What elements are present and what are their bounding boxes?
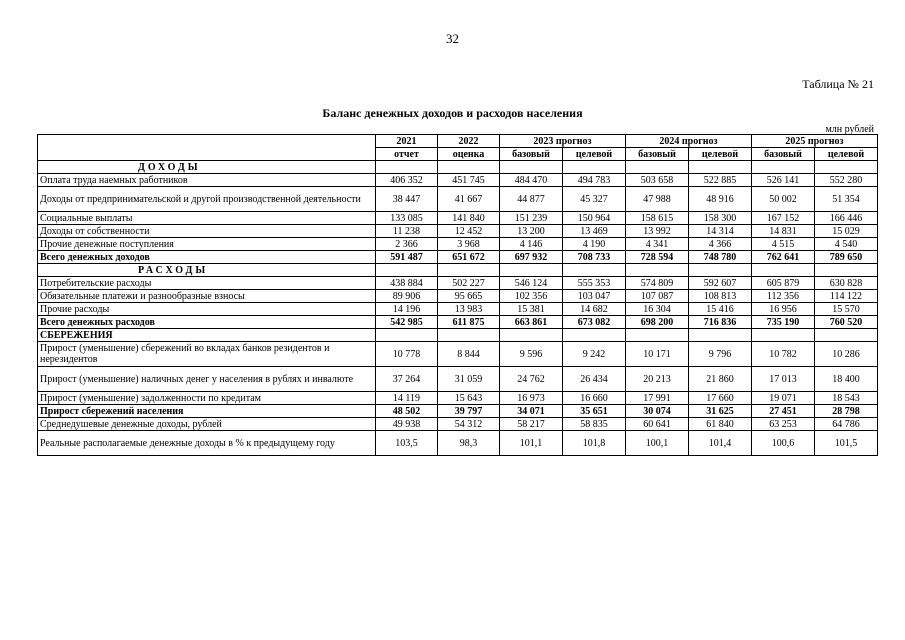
- value-cell: 20 213: [626, 367, 689, 392]
- empty-cell: [376, 329, 438, 342]
- value-cell: 58 835: [563, 418, 626, 431]
- header-variant: целевой: [563, 148, 626, 161]
- section-header-row: [38, 264, 878, 277]
- value-cell: 24 762: [500, 367, 563, 392]
- value-cell: 48 502: [376, 405, 438, 418]
- header-variant: отчет: [376, 148, 438, 161]
- value-cell: 555 353: [563, 277, 626, 290]
- table-row: [38, 431, 878, 456]
- value-cell: 45 327: [563, 187, 626, 212]
- value-cell: 15 643: [438, 392, 500, 405]
- value-cell: 38 447: [376, 187, 438, 212]
- value-cell: 31 059: [438, 367, 500, 392]
- value-cell: 95 665: [438, 290, 500, 303]
- value-cell: 4 341: [626, 238, 689, 251]
- value-cell: 10 782: [752, 342, 815, 367]
- value-cell: 19 071: [752, 392, 815, 405]
- value-cell: 4 190: [563, 238, 626, 251]
- table-number: Таблица № 21: [802, 77, 874, 91]
- row-label: Оплата труда наемных работников: [38, 174, 376, 187]
- value-cell: 41 667: [438, 187, 500, 212]
- balance-table: [37, 134, 878, 456]
- value-cell: 28 798: [815, 405, 878, 418]
- value-cell: 102 356: [500, 290, 563, 303]
- value-cell: 592 607: [689, 277, 752, 290]
- empty-cell: [752, 161, 815, 174]
- value-cell: 10 286: [815, 342, 878, 367]
- value-cell: 14 119: [376, 392, 438, 405]
- empty-cell: [815, 264, 878, 277]
- value-cell: 166 446: [815, 212, 878, 225]
- total-row: [38, 405, 878, 418]
- value-cell: 735 190: [752, 316, 815, 329]
- value-cell: 716 836: [689, 316, 752, 329]
- value-cell: 60 641: [626, 418, 689, 431]
- empty-cell: [376, 161, 438, 174]
- value-cell: 663 861: [500, 316, 563, 329]
- table-row: [38, 418, 878, 431]
- value-cell: 4 146: [500, 238, 563, 251]
- value-cell: 673 082: [563, 316, 626, 329]
- value-cell: 10 778: [376, 342, 438, 367]
- table-row: [38, 303, 878, 316]
- header-year: 2023 прогноз: [500, 135, 626, 148]
- value-cell: 167 152: [752, 212, 815, 225]
- row-label: Прочие денежные поступления: [38, 238, 376, 251]
- header-variant: оценка: [438, 148, 500, 161]
- value-cell: 14 314: [689, 225, 752, 238]
- value-cell: 611 875: [438, 316, 500, 329]
- value-cell: 484 470: [500, 174, 563, 187]
- section-title: РАСХОДЫ: [38, 264, 376, 277]
- value-cell: 13 469: [563, 225, 626, 238]
- empty-cell: [438, 329, 500, 342]
- row-label: Прирост (уменьшение) наличных денег у населения в рублях и инвалюте: [38, 367, 376, 392]
- header-year: 2022: [438, 135, 500, 148]
- value-cell: 591 487: [376, 251, 438, 264]
- empty-cell: [563, 329, 626, 342]
- value-cell: 108 813: [689, 290, 752, 303]
- value-cell: 15 416: [689, 303, 752, 316]
- value-cell: 31 625: [689, 405, 752, 418]
- header-variant: базовый: [500, 148, 563, 161]
- value-cell: 30 074: [626, 405, 689, 418]
- value-cell: 15 381: [500, 303, 563, 316]
- value-cell: 13 992: [626, 225, 689, 238]
- value-cell: 158 300: [689, 212, 752, 225]
- empty-cell: [689, 264, 752, 277]
- empty-cell: [376, 264, 438, 277]
- value-cell: 101,8: [563, 431, 626, 456]
- header-year: 2021: [376, 135, 438, 148]
- value-cell: 133 085: [376, 212, 438, 225]
- value-cell: 47 988: [626, 187, 689, 212]
- value-cell: 17 013: [752, 367, 815, 392]
- value-cell: 8 844: [438, 342, 500, 367]
- table-row: [38, 277, 878, 290]
- value-cell: 39 797: [438, 405, 500, 418]
- value-cell: 748 780: [689, 251, 752, 264]
- value-cell: 112 356: [752, 290, 815, 303]
- table-row: [38, 212, 878, 225]
- value-cell: 21 860: [689, 367, 752, 392]
- value-cell: 34 071: [500, 405, 563, 418]
- empty-cell: [563, 161, 626, 174]
- value-cell: 58 217: [500, 418, 563, 431]
- value-cell: 4 366: [689, 238, 752, 251]
- header-year: 2025 прогноз: [752, 135, 878, 148]
- value-cell: 503 658: [626, 174, 689, 187]
- row-label: Прирост сбережений населения: [38, 405, 376, 418]
- empty-cell: [500, 264, 563, 277]
- value-cell: 48 916: [689, 187, 752, 212]
- row-label: Обязательные платежи и разнообразные взносы: [38, 290, 376, 303]
- table-row: [38, 290, 878, 303]
- value-cell: 789 650: [815, 251, 878, 264]
- value-cell: 3 968: [438, 238, 500, 251]
- empty-cell: [563, 264, 626, 277]
- section-title: СБЕРЕЖЕНИЯ: [38, 329, 376, 342]
- value-cell: 63 253: [752, 418, 815, 431]
- row-label: Среднедушевые денежные доходы, рублей: [38, 418, 376, 431]
- header-empty-cell: [38, 135, 376, 161]
- table-row: [38, 174, 878, 187]
- value-cell: 101,5: [815, 431, 878, 456]
- value-cell: 101,1: [500, 431, 563, 456]
- value-cell: 14 831: [752, 225, 815, 238]
- value-cell: 50 002: [752, 187, 815, 212]
- value-cell: 16 973: [500, 392, 563, 405]
- row-label: Прирост (уменьшение) сбережений во вкладах банков резидентов и нерезидентов: [38, 342, 376, 367]
- value-cell: 101,4: [689, 431, 752, 456]
- value-cell: 141 840: [438, 212, 500, 225]
- value-cell: 574 809: [626, 277, 689, 290]
- total-row: [38, 251, 878, 264]
- value-cell: 728 594: [626, 251, 689, 264]
- empty-cell: [815, 329, 878, 342]
- header-year: 2024 прогноз: [626, 135, 752, 148]
- value-cell: 438 884: [376, 277, 438, 290]
- value-cell: 552 280: [815, 174, 878, 187]
- value-cell: 16 660: [563, 392, 626, 405]
- header-variant: базовый: [626, 148, 689, 161]
- value-cell: 103 047: [563, 290, 626, 303]
- row-label: Прирост (уменьшение) задолженности по кредитам: [38, 392, 376, 405]
- value-cell: 54 312: [438, 418, 500, 431]
- row-label: Социальные выплаты: [38, 212, 376, 225]
- row-label: Доходы от собственности: [38, 225, 376, 238]
- value-cell: 502 227: [438, 277, 500, 290]
- table-row: [38, 238, 878, 251]
- empty-cell: [626, 161, 689, 174]
- empty-cell: [689, 329, 752, 342]
- value-cell: 406 352: [376, 174, 438, 187]
- section-header-row: [38, 161, 878, 174]
- row-label: Прочие расходы: [38, 303, 376, 316]
- value-cell: 51 354: [815, 187, 878, 212]
- value-cell: 61 840: [689, 418, 752, 431]
- row-label: Потребительские расходы: [38, 277, 376, 290]
- value-cell: 16 956: [752, 303, 815, 316]
- value-cell: 17 991: [626, 392, 689, 405]
- value-cell: 630 828: [815, 277, 878, 290]
- section-header-row: [38, 329, 878, 342]
- value-cell: 708 733: [563, 251, 626, 264]
- value-cell: 12 452: [438, 225, 500, 238]
- value-cell: 114 122: [815, 290, 878, 303]
- value-cell: 158 615: [626, 212, 689, 225]
- value-cell: 15 570: [815, 303, 878, 316]
- value-cell: 13 983: [438, 303, 500, 316]
- value-cell: 760 520: [815, 316, 878, 329]
- value-cell: 546 124: [500, 277, 563, 290]
- empty-cell: [626, 329, 689, 342]
- value-cell: 17 660: [689, 392, 752, 405]
- value-cell: 9 596: [500, 342, 563, 367]
- value-cell: 98,3: [438, 431, 500, 456]
- value-cell: 100,6: [752, 431, 815, 456]
- value-cell: 4 540: [815, 238, 878, 251]
- empty-cell: [626, 264, 689, 277]
- header-variant: базовый: [752, 148, 815, 161]
- empty-cell: [689, 161, 752, 174]
- units-label: млн рублей: [825, 124, 874, 135]
- value-cell: 14 682: [563, 303, 626, 316]
- value-cell: 451 745: [438, 174, 500, 187]
- header-row-years: [38, 135, 878, 148]
- empty-cell: [752, 264, 815, 277]
- value-cell: 14 196: [376, 303, 438, 316]
- value-cell: 89 906: [376, 290, 438, 303]
- value-cell: 35 651: [563, 405, 626, 418]
- value-cell: 698 200: [626, 316, 689, 329]
- table-row: [38, 225, 878, 238]
- value-cell: 697 932: [500, 251, 563, 264]
- row-label: Всего денежных доходов: [38, 251, 376, 264]
- value-cell: 9 796: [689, 342, 752, 367]
- value-cell: 64 786: [815, 418, 878, 431]
- value-cell: 2 366: [376, 238, 438, 251]
- value-cell: 494 783: [563, 174, 626, 187]
- value-cell: 16 304: [626, 303, 689, 316]
- table-row: [38, 342, 878, 367]
- table-row: [38, 187, 878, 212]
- value-cell: 10 171: [626, 342, 689, 367]
- value-cell: 13 200: [500, 225, 563, 238]
- row-label: Реальные располагаемые денежные доходы в % к предыдущему году: [38, 431, 376, 456]
- value-cell: 9 242: [563, 342, 626, 367]
- section-title: ДОХОДЫ: [38, 161, 376, 174]
- value-cell: 26 434: [563, 367, 626, 392]
- value-cell: 4 515: [752, 238, 815, 251]
- table-row: [38, 392, 878, 405]
- value-cell: 44 877: [500, 187, 563, 212]
- empty-cell: [500, 161, 563, 174]
- value-cell: 18 543: [815, 392, 878, 405]
- value-cell: 151 239: [500, 212, 563, 225]
- empty-cell: [752, 329, 815, 342]
- value-cell: 27 451: [752, 405, 815, 418]
- row-label: Доходы от предпринимательской и другой производственной деятельности: [38, 187, 376, 212]
- value-cell: 49 938: [376, 418, 438, 431]
- value-cell: 150 964: [563, 212, 626, 225]
- empty-cell: [500, 329, 563, 342]
- table-title: Баланс денежных доходов и расходов населения: [322, 106, 583, 120]
- value-cell: 103,5: [376, 431, 438, 456]
- empty-cell: [438, 264, 500, 277]
- value-cell: 100,1: [626, 431, 689, 456]
- header-variant: целевой: [689, 148, 752, 161]
- value-cell: 107 087: [626, 290, 689, 303]
- header-variant: целевой: [815, 148, 878, 161]
- row-label: Всего денежных расходов: [38, 316, 376, 329]
- empty-cell: [438, 161, 500, 174]
- value-cell: 762 641: [752, 251, 815, 264]
- value-cell: 526 141: [752, 174, 815, 187]
- page-number: 32: [446, 31, 459, 46]
- table-row: [38, 367, 878, 392]
- value-cell: 37 264: [376, 367, 438, 392]
- value-cell: 605 879: [752, 277, 815, 290]
- value-cell: 522 885: [689, 174, 752, 187]
- value-cell: 651 672: [438, 251, 500, 264]
- value-cell: 18 400: [815, 367, 878, 392]
- total-row: [38, 316, 878, 329]
- value-cell: 15 029: [815, 225, 878, 238]
- empty-cell: [815, 161, 878, 174]
- value-cell: 542 985: [376, 316, 438, 329]
- value-cell: 11 238: [376, 225, 438, 238]
